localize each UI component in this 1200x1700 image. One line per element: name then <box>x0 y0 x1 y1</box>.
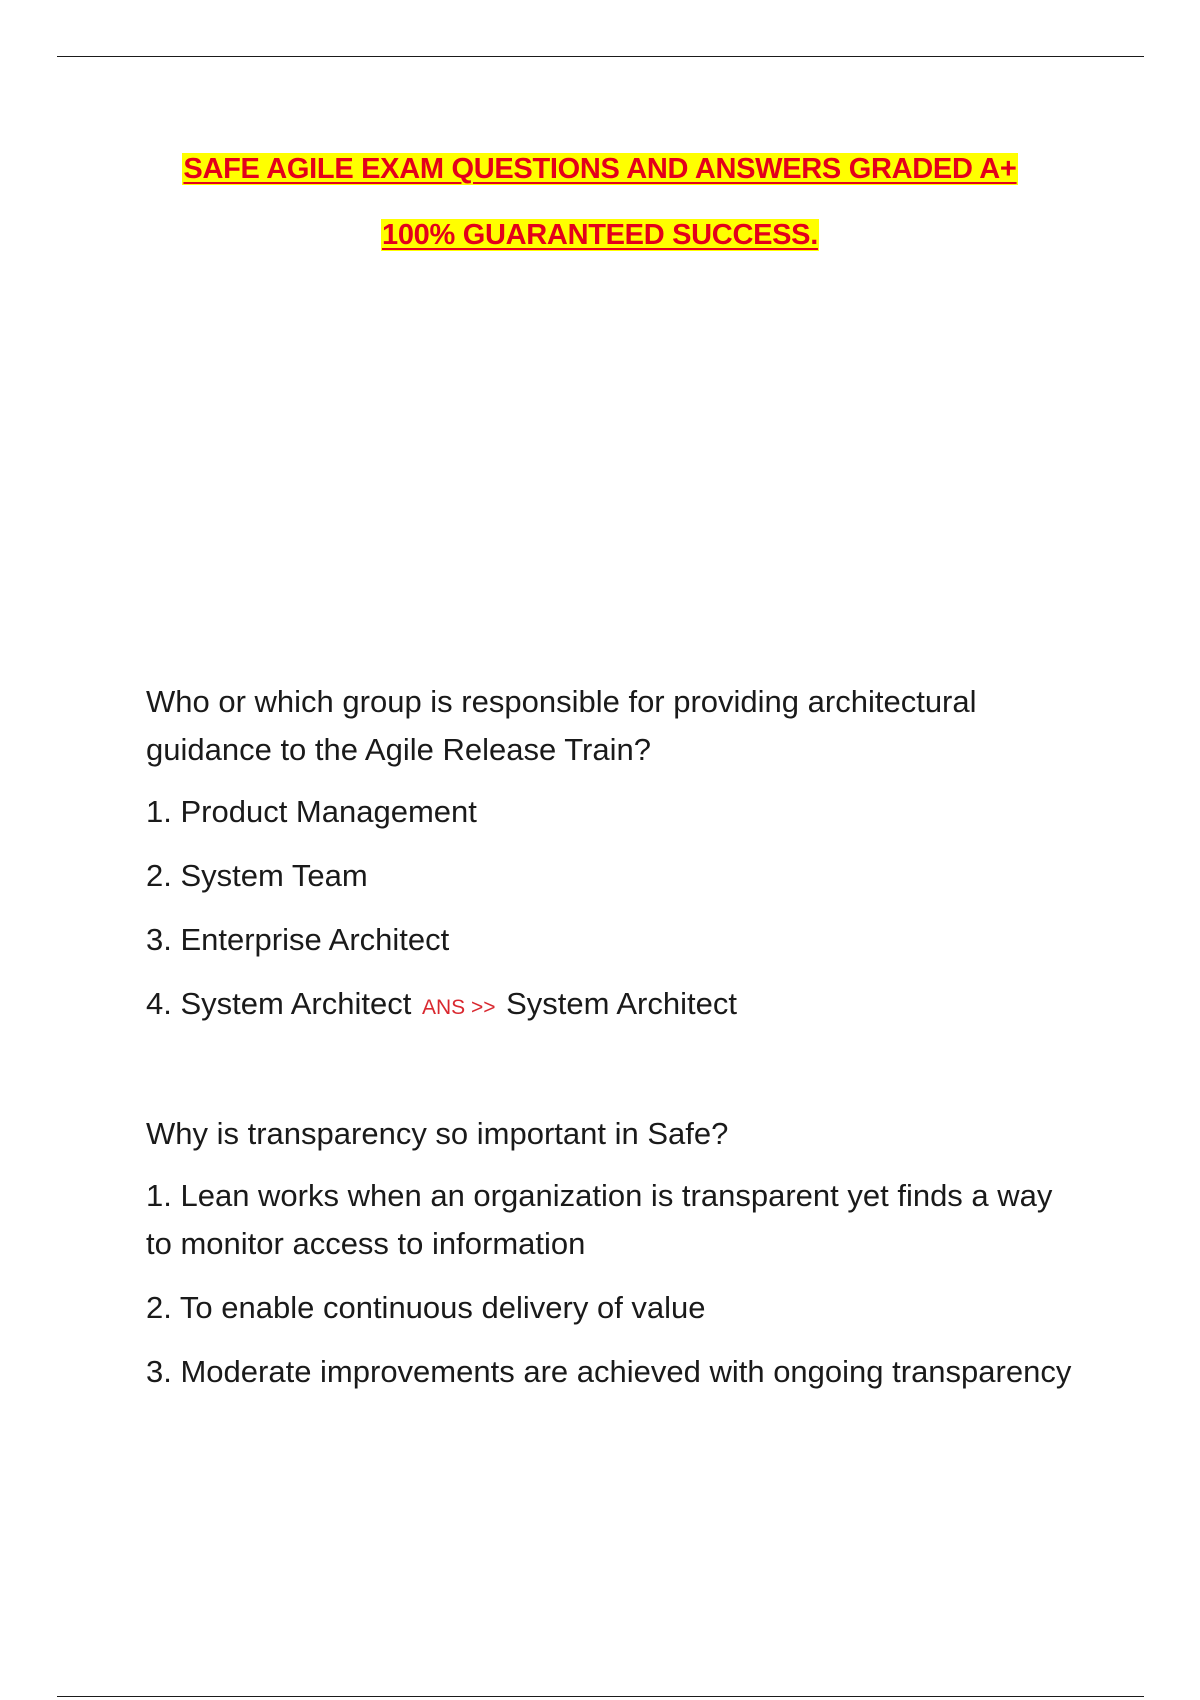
option-item: 3. Moderate improvements are achieved with ongoing transparency <box>146 1354 1072 1389</box>
answer-marker: ANS >> <box>421 996 496 1019</box>
option-item: 1. Product Management <box>146 794 477 829</box>
title-highlight-1: SAFE AGILE EXAM QUESTIONS AND ANSWERS GRADED A+ <box>183 153 1017 185</box>
top-divider <box>57 56 1144 57</box>
question-block-2 <box>146 1110 1076 1412</box>
question-block-1 <box>146 678 1076 1048</box>
bottom-divider <box>57 1696 1144 1697</box>
option-item-with-answer <box>146 980 1076 1032</box>
option-item: 2. System Team <box>146 858 368 893</box>
question-text: Who or which group is responsible for providing architectural guidance to the Agile Release Train? <box>146 684 977 767</box>
document-title-line-1 <box>0 149 1200 189</box>
option-item: 2. To enable continuous delivery of value <box>146 1290 706 1325</box>
question-text: Why is transparency so important in Safe? <box>146 1116 729 1151</box>
answer-text: System Architect <box>506 986 737 1021</box>
title-highlight-2: 100% GUARANTEED SUCCESS. <box>382 219 818 251</box>
option-item: 1. Lean works when an organization is transparent yet finds a way to monitor access to information <box>146 1178 1053 1261</box>
document-title-line-2 <box>0 215 1200 255</box>
option-text: 4. System Architect <box>146 986 412 1021</box>
option-item: 3. Enterprise Architect <box>146 922 450 957</box>
